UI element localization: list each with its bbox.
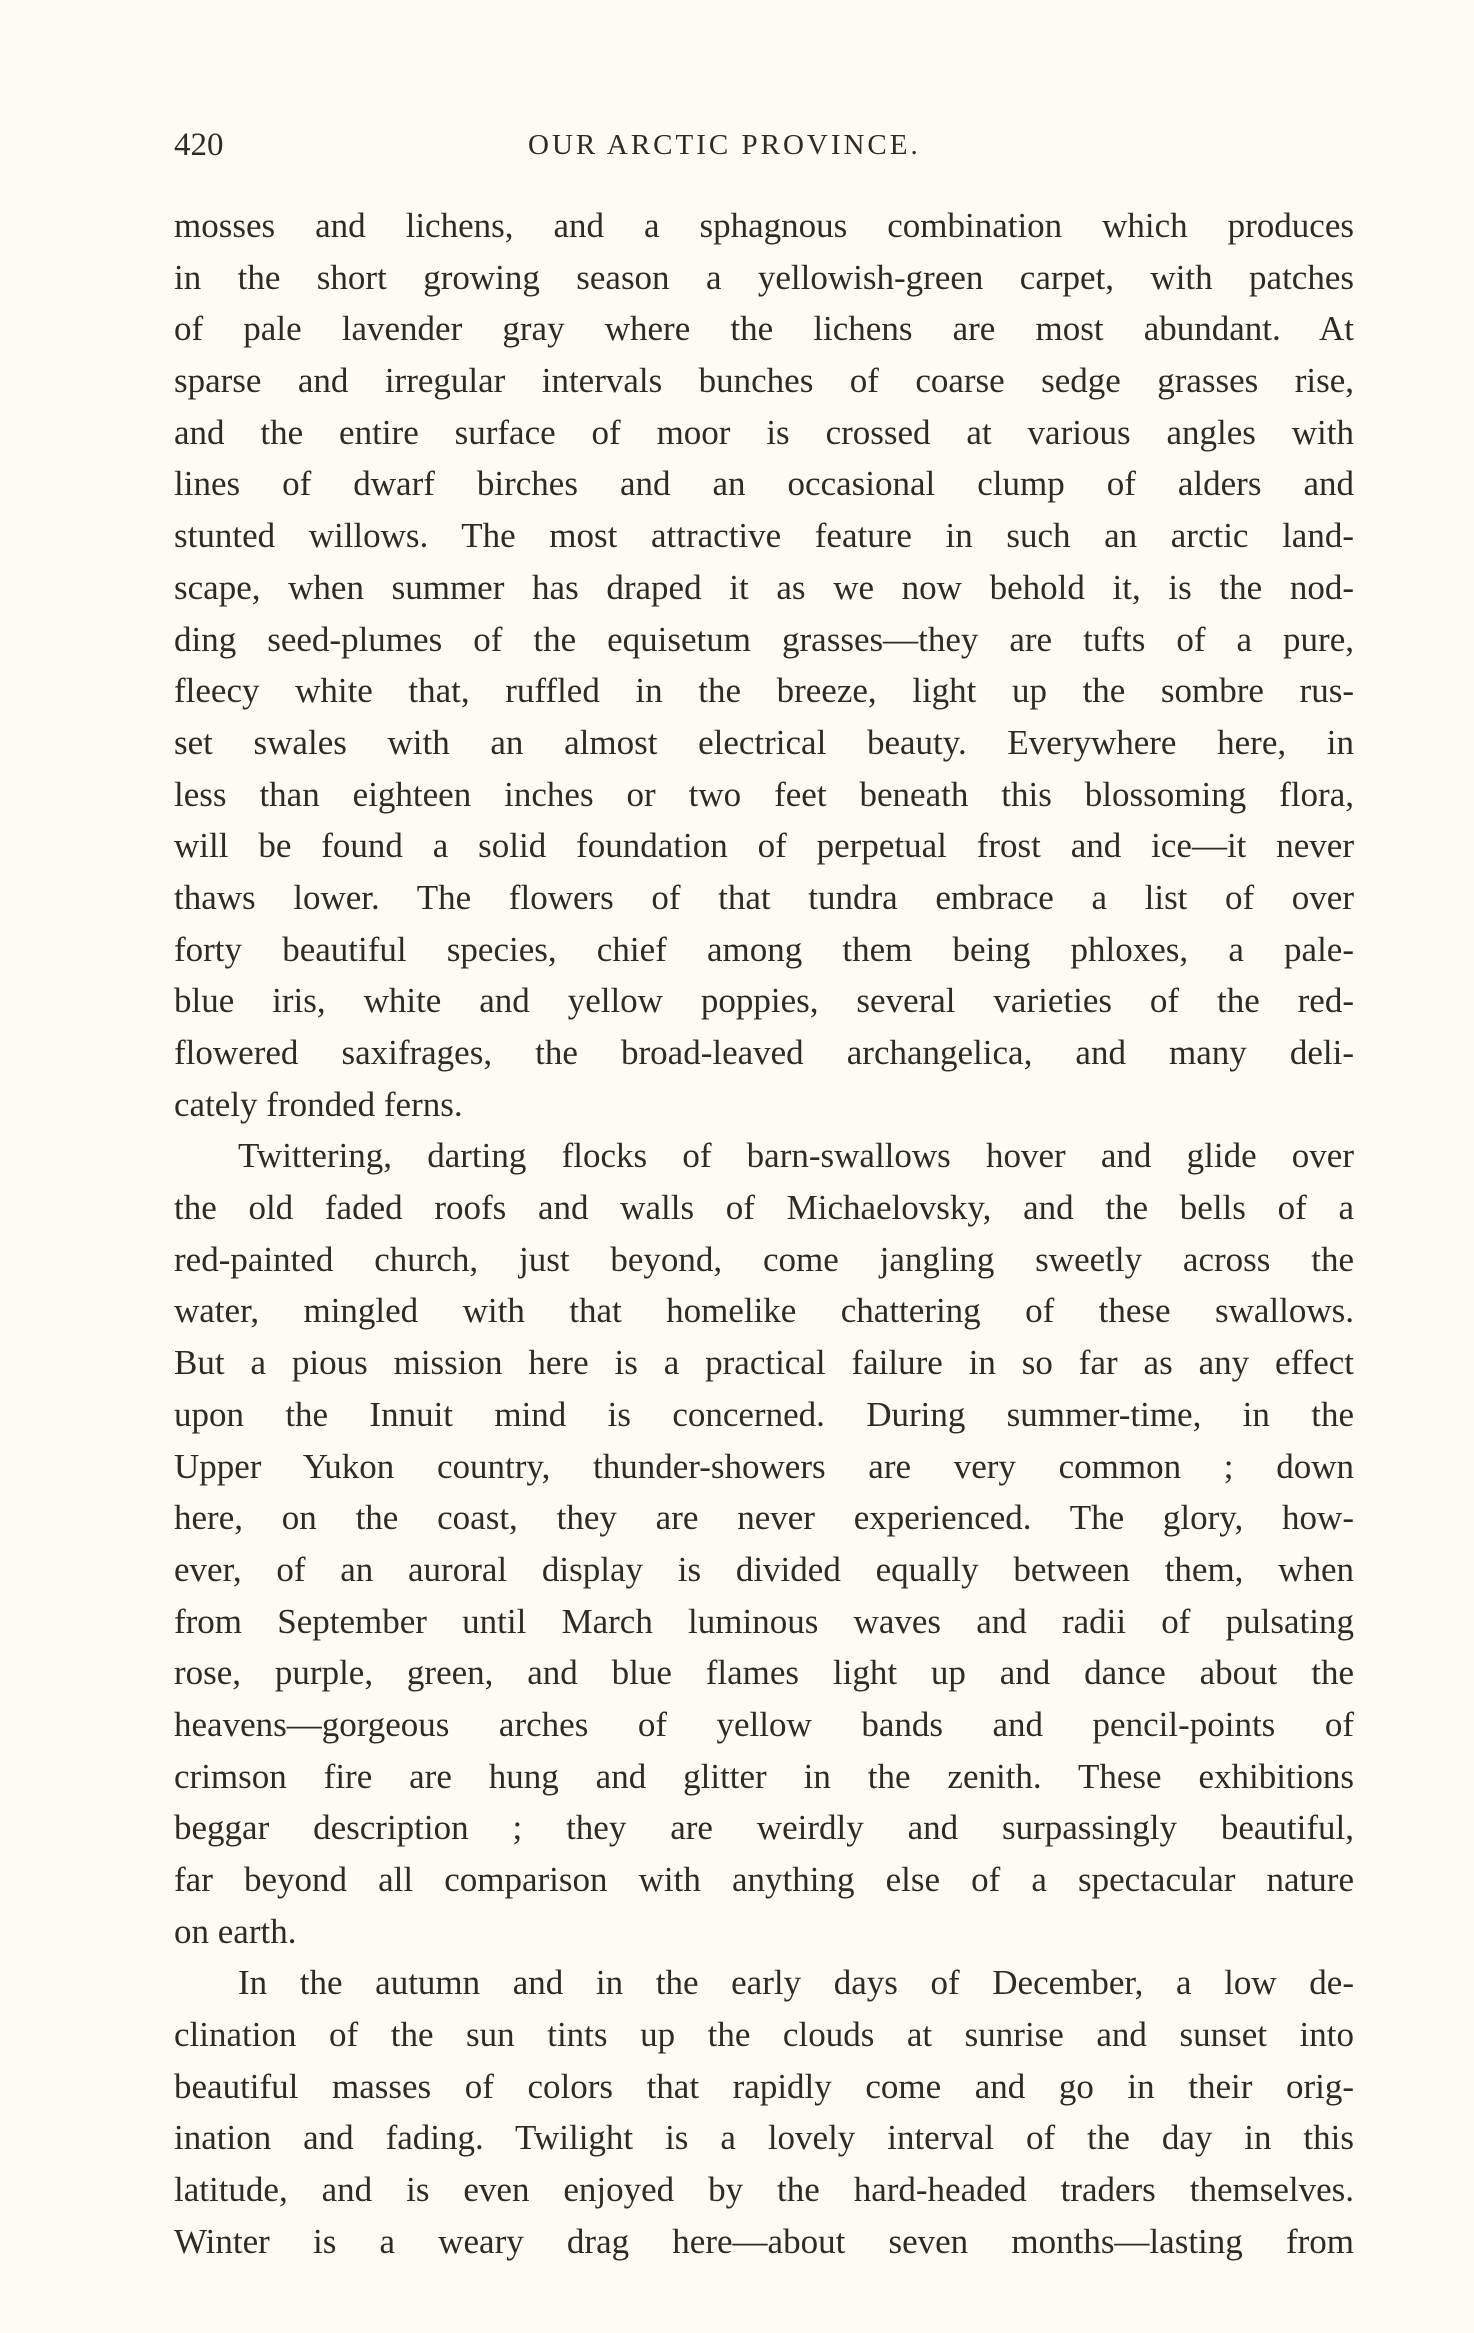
text-line: beautiful masses of colors that rapidly come and go in their orig-	[174, 2066, 1354, 2106]
running-title: OUR ARCTIC PROVINCE.	[528, 129, 921, 161]
text-line: scape, when summer has draped it as we now behold it, is the nod-	[174, 567, 1354, 607]
text-line: cately fronded ferns.	[174, 1084, 463, 1124]
text-line: the old faded roofs and walls of Michaelovsky, and the bells of a	[174, 1188, 1354, 1228]
page-body	[174, 200, 1354, 2268]
text-line: crimson fire are hung and glitter in the zenith. These exhibitions	[174, 1756, 1354, 1796]
text-line: here, on the coast, they are never experienced. The glory, how-	[174, 1498, 1354, 1538]
text-line: Upper Yukon country, thunder-showers are very common ; down	[174, 1446, 1354, 1486]
running-header	[174, 120, 1354, 170]
text-line: ding seed-plumes of the equisetum grasses—they are tufts of a pure,	[174, 619, 1354, 659]
text-line: in the short growing season a yellowish-green carpet, with patches	[174, 257, 1354, 297]
text-line: of pale lavender gray where the lichens are most abundant. At	[174, 309, 1354, 349]
text-line: ever, of an auroral display is divided equally between them, when	[174, 1549, 1354, 1589]
paragraph	[174, 1957, 1354, 2267]
text-line: sparse and irregular intervals bunches of coarse sedge grasses rise,	[174, 361, 1354, 401]
text-line: far beyond all comparison with anything else of a spectacular nature	[174, 1860, 1354, 1899]
paragraph	[174, 200, 1354, 1130]
text-line: water, mingled with that homelike chattering of these swallows.	[174, 1291, 1354, 1331]
text-line: flowered saxifrages, the broad-leaved archangelica, and many deli-	[174, 1033, 1354, 1072]
text-line: But a pious mission here is a practical failure in so far as any effect	[174, 1343, 1354, 1383]
text-line: ination and fading. Twilight is a lovely interval of the day in this	[174, 2118, 1354, 2158]
text-line: fleecy white that, ruffled in the breeze, light up the sombre rus-	[174, 671, 1354, 711]
text-line: latitude, and is even enjoyed by the hard-headed traders themselves.	[174, 2170, 1354, 2210]
text-line: and the entire surface of moor is crossed at various angles with	[174, 412, 1354, 452]
text-line: set swales with an almost electrical beauty. Everywhere here, in	[174, 722, 1354, 762]
text-line: stunted willows. The most attractive feature in such an arctic land-	[174, 516, 1354, 556]
text-line: on earth.	[174, 1911, 297, 1951]
text-line: mosses and lichens, and a sphagnous combination which produces	[174, 206, 1354, 245]
text-line: beggar description ; they are weirdly and surpassingly beautiful,	[174, 1808, 1354, 1848]
paragraph	[174, 1130, 1354, 1957]
text-line: thaws lower. The flowers of that tundra embrace a list of over	[174, 877, 1354, 917]
page-number: 420	[174, 127, 224, 163]
text-line: In the autumn and in the early days of December, a low de-	[238, 1963, 1354, 2003]
text-line: red-painted church, just beyond, come jangling sweetly across the	[174, 1239, 1354, 1279]
text-line: will be found a solid foundation of perpetual frost and ice—it never	[174, 826, 1354, 866]
text-line: forty beautiful species, chief among them being phloxes, a pale-	[174, 929, 1354, 969]
text-line: rose, purple, green, and blue flames light up and dance about the	[174, 1653, 1354, 1693]
text-line: Twittering, darting flocks of barn-swallows hover and glide over	[238, 1136, 1354, 1176]
text-line: less than eighteen inches or two feet beneath this blossoming flora,	[174, 774, 1354, 814]
text-line: Winter is a weary drag here—about seven months—lasting from	[174, 2221, 1354, 2261]
text-line: blue iris, white and yellow poppies, several varieties of the red-	[174, 981, 1354, 1021]
text-line: heavens—gorgeous arches of yellow bands and pencil-points of	[174, 1704, 1354, 1744]
text-line: clination of the sun tints up the clouds at sunrise and sunset into	[174, 2015, 1354, 2055]
text-line: upon the Innuit mind is concerned. During summer-time, in the	[174, 1394, 1354, 1434]
text-line: from September until March luminous waves and radii of pulsating	[174, 1601, 1354, 1641]
text-line: lines of dwarf birches and an occasional clump of alders and	[174, 464, 1354, 504]
